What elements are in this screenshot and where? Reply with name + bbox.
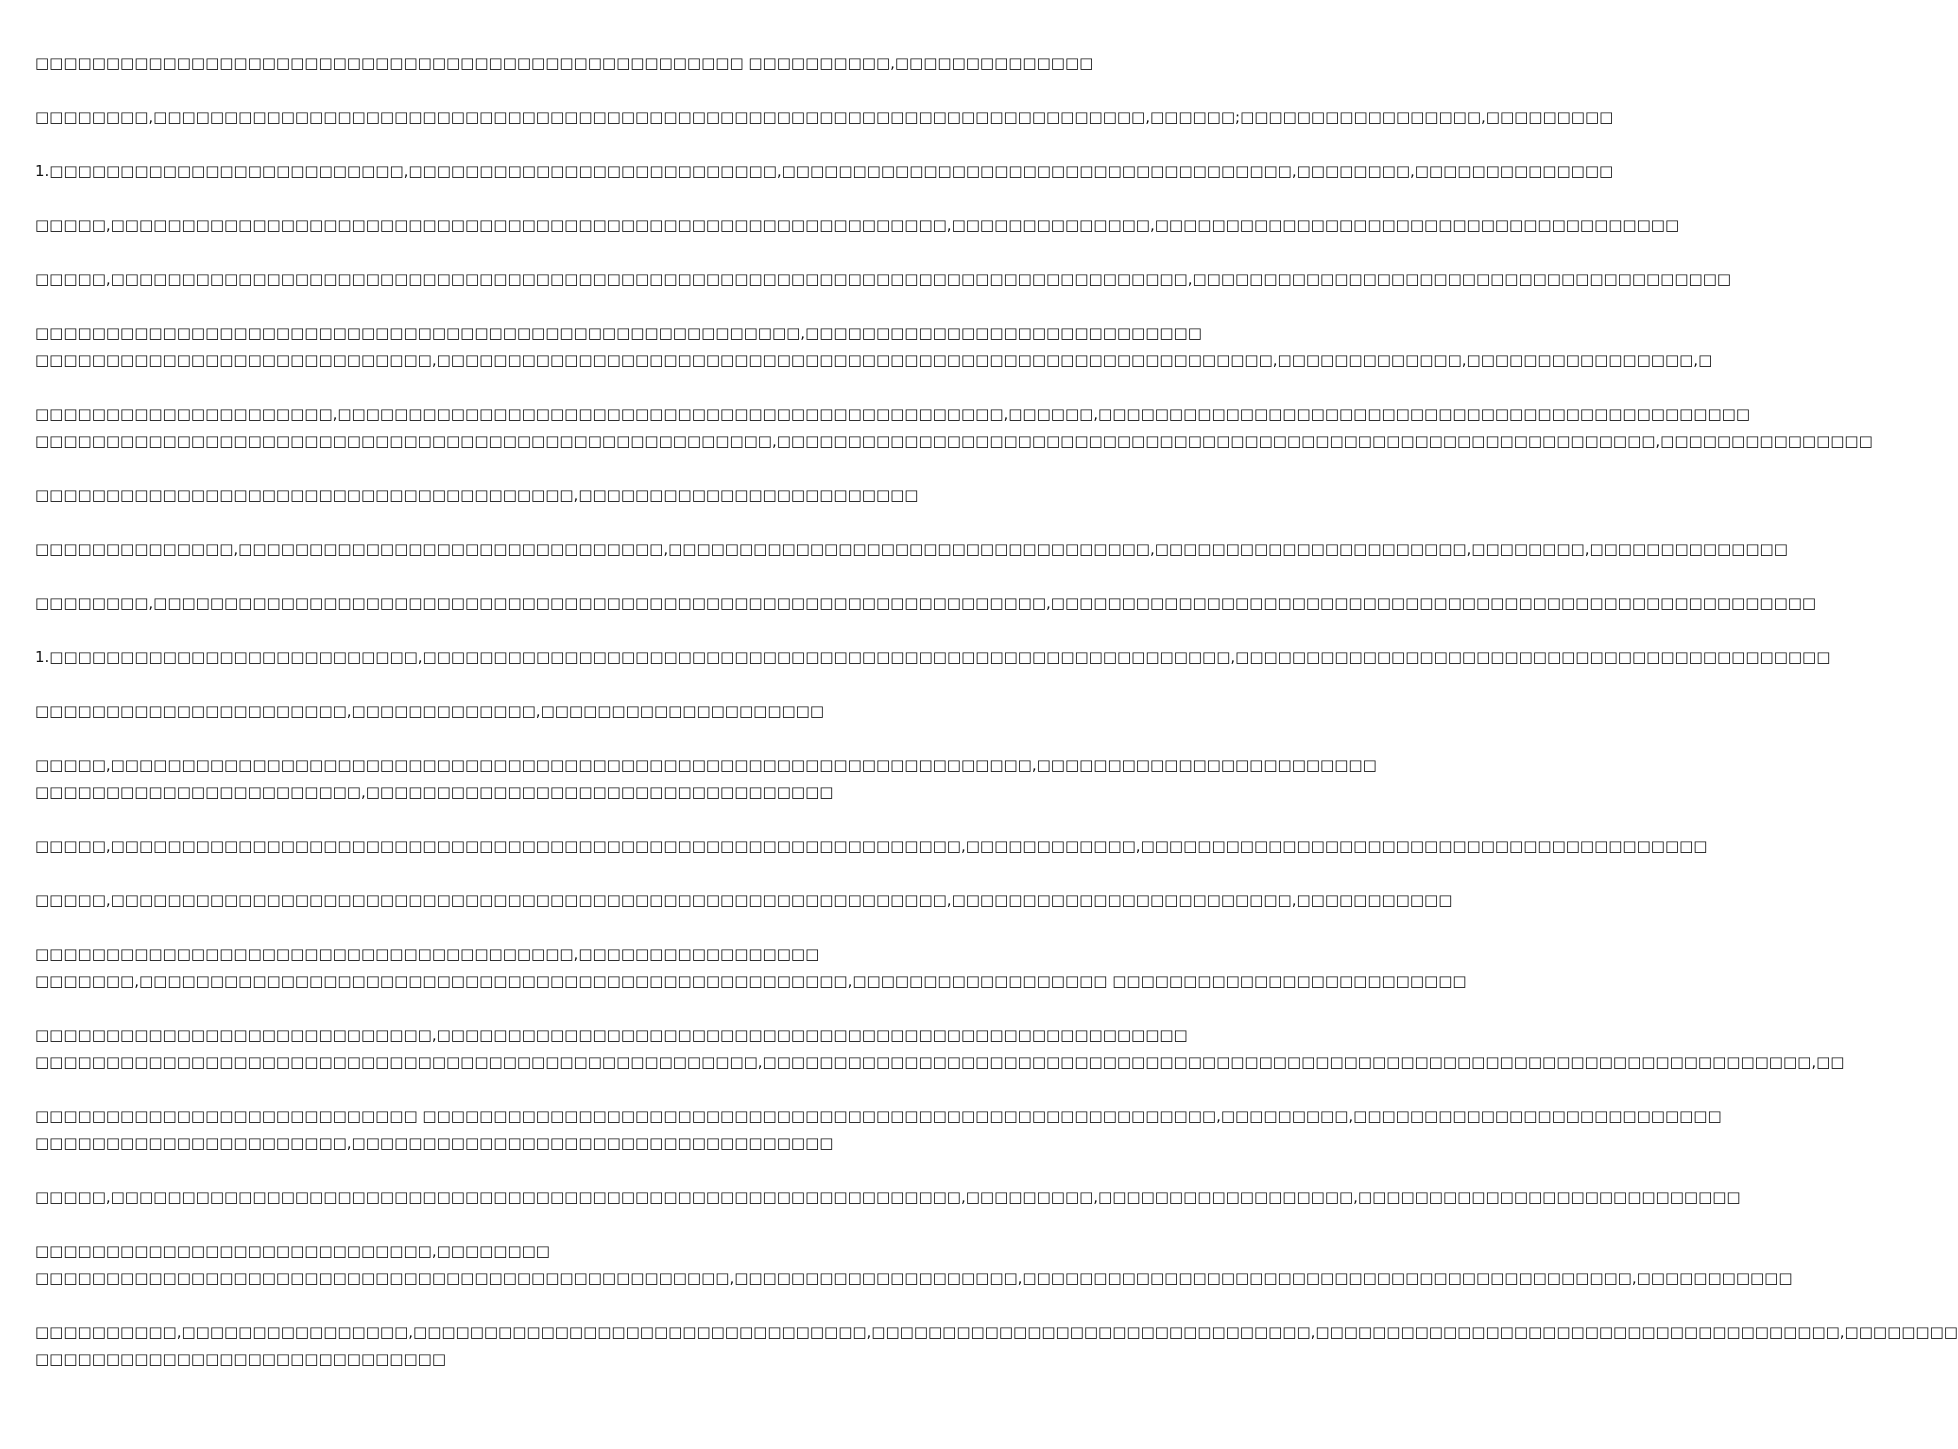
paragraph-line: □□□□□□□□□□□□□□□□□□□□□□□□□□□□□ (35, 1350, 446, 1368)
paragraph-line: □□□□□□□□□□□□□□,□□□□□□□□□□□□□□□□□□□□□□□□□□□□□□,□□□□□□□□□□□□□□□□□□□□□□□□□□□□□□□□□□,□□□□□□□□□□□□□□□□□□□□□□,□□□□□□□□,□□□□□□□□□□□□□□ (35, 540, 1788, 558)
paragraph (35, 887, 1453, 914)
paragraph-line: □□□□□□□□□□□□□□□□□□□□□□□□□□□□□□□□□□□□□□□□□□□□□□□□□□□□□□,□□□□□□□□□□□□□□□□□□□□□□□□□□□□ (35, 324, 1202, 342)
paragraph-line: □□□□□□□□□□□□□□□□□□□□□□□□□□□□□□□□□□□□□□□□□□□□□□□□□□□,□□□□□□□□□□□□□□□□□□□□□□□□□□□□□□□□□□□□□□□□□□□□□□□□□□□□□□□□□□□□□□□□□□□□□□□□□□,□□ (35, 1053, 1845, 1071)
paragraph (35, 536, 1788, 563)
paragraph-line: 1.□□□□□□□□□□□□□□□□□□□□□□□□□□,□□□□□□□□□□□□□□□□□□□□□□□□□□□□□□□□□□□□□□□□□□□□□□□□□□□□□□□□□,□□□□□□□□□□□□□□□□□□□□□□□□□□□□□□□□□□□□□□□□□□ (35, 648, 1831, 666)
paragraph-line: □□□□□,□□□□□□□□□□□□□□□□□□□□□□□□□□□□□□□□□□□□□□□□□□□□□□□□□□□□□□□□□□□□□□□□□□□□□□□□□□□□,□□□□□□□□□□□□□□□□□□□□□□□□□□□□□□□□□□□□□□ (35, 270, 1732, 288)
paragraph-line: □□□□□,□□□□□□□□□□□□□□□□□□□□□□□□□□□□□□□□□□□□□□□□□□□□□□□□□□□□□□□□□□□□,□□□□□□□□□□□□,□□□□□□□□□□□□□□□□□□□□□□□□□□□□□□□□□□□□□□□□ (35, 837, 1708, 855)
paragraph (35, 1184, 1741, 1211)
paragraph (35, 158, 1614, 185)
paragraph-line: □□□□□□□□□□□□□□□□□□□□□□□□□□□□,□□□□□□□□□□□□□□□□□□□□□□□□□□□□□□□□□□□□□□□□□□□□□□□□□□□□□□□□□□□,□□□□□□□□□□□□□,□□□□□□□□□□□□□□□□,□ (35, 351, 1713, 369)
document-body (35, 50, 1958, 1400)
paragraph (35, 1238, 1793, 1292)
paragraph (35, 320, 1713, 374)
paragraph-line: □□□□□□□□□□,□□□□□□□□□□□□□□□□,□□□□□□□□□□□□□□□□□□□□□□□□□□□□□□□□,□□□□□□□□□□□□□□□□□□□□□□□□□□□□□□□,□□□□□□□□□□□□□□□□□□□□□□□□□□□□□□□□□□□□□,□□□□□□□□ (35, 1323, 1958, 1341)
paragraph (35, 833, 1708, 860)
paragraph-line: □□□□□□□,□□□□□□□□□□□□□□□□□□□□□□□□□□□□□□□□□□□□□□□□□□□□□□□□□□,□□□□□□□□□□□□□□□□□□ □□□□□□□□□□□□□□□□□□□□□□□□□ (35, 972, 1467, 990)
paragraph (35, 266, 1732, 293)
paragraph (35, 401, 1873, 455)
paragraph-line: □□□□□□□□□□□□□□□□□□□□□□,□□□□□□□□□□□□□,□□□□□□□□□□□□□□□□□□□□ (35, 702, 825, 720)
paragraph (35, 482, 990, 509)
paragraph-line: □□□□□□□□□□□□□□□□□□□□□□,□□□□□□□□□□□□□□□□□□□□□□□□□□□□□□□□□□ (35, 1134, 834, 1152)
paragraph-line: 1.□□□□□□□□□□□□□□□□□□□□□□□□□,□□□□□□□□□□□□□□□□□□□□□□□□□□,□□□□□□□□□□□□□□□□□□□□□□□□□□□□□□□□□□□□,□□□□□□□□,□□□□□□□□□□□□□□ (35, 162, 1614, 180)
paragraph (35, 212, 1680, 239)
paragraph-line: □□□□□□□□□□□□□□□□□□□□□□□□□□□ □□□□□□□□□□□□□□□□□□□□□□□□□□□□□□□□□□□□□□□□□□□□□□□□□□□□□□□□,□□□□□□□□□,□□□□□□□□□□□□□□□□□□□□□□□□□□ (35, 1107, 1722, 1125)
paragraph-line: □□□□□□□□,□□□□□□□□□□□□□□□□□□□□□□□□□□□□□□□□□□□□□□□□□□□□□□□□□□□□□□□□□□□□□□□,□□□□□□□□□□□□□□□□□□□□□□□□□□□□□□□□□□□□□□□□□□□□□□□□□□□□□□ (35, 594, 1817, 612)
paragraph-line: □□□□□□□□□□□□□□□□□□□□□,□□□□□□□□□□□□□□□□□□□□□□□□□□□□□□□□□□□□□□□□□□□□□□□,□□□□□□,□□□□□□□□□□□□□□□□□□□□□□□□□□□□□□□□□□□□□□□□□□□□□□ (35, 405, 1750, 423)
paragraph-line: □□□□□□□□□□□□□□□□□□□□□□□□□□□□,□□□□□□□□ (35, 1242, 550, 1260)
paragraph-line: □□□□□□□□□□□□□□□□□□□□□□□□□□□□□□□□□□□□□□,□□□□□□□□□□□□□□□□□ (35, 945, 820, 963)
paragraph (35, 644, 1831, 671)
paragraph (35, 1022, 1845, 1076)
paragraph (35, 104, 1614, 131)
paragraph (35, 941, 1467, 995)
paragraph-line: □□□□□□□□,□□□□□□□□□□□□□□□□□□□□□□□□□□□□□□□□□□□□□□□□□□□□□□□□□□□□□□□□□□□□□□□□□□□□□□,□□□□□□;□□□□□□□□□□□□□□□□□,□□□□□□□□□ (35, 108, 1614, 126)
paragraph-line: □□□□□□□□□□□□□□□□□□□□□□□□□□□□,□□□□□□□□□□□□□□□□□□□□□□□□□□□□□□□□□□□□□□□□□□□□□□□□□□□□□ (35, 1026, 1188, 1044)
paragraph (35, 50, 1094, 77)
paragraph-line: □□□□□□□□□□□□□□□□□□□□□□□□□□□□□□□□□□□□□□□□□□□□□□□□□□ □□□□□□□□□□,□□□□□□□□□□□□□□ (35, 54, 1094, 72)
paragraph (35, 752, 1377, 806)
paragraph (35, 1103, 1722, 1157)
paragraph (35, 590, 1817, 617)
paragraph-line: □□□□□,□□□□□□□□□□□□□□□□□□□□□□□□□□□□□□□□□□□□□□□□□□□□□□□□□□□□□□□□□□□,□□□□□□□□□□□□□□□□□□□□□□□□,□□□□□□□□□□□ (35, 891, 1453, 909)
paragraph-line: □□□□□,□□□□□□□□□□□□□□□□□□□□□□□□□□□□□□□□□□□□□□□□□□□□□□□□□□□□□□□□□□□□□□□□□,□□□□□□□□□□□□□□□□□□□□□□□□ (35, 756, 1377, 774)
paragraph-line: □□□□□□□□□□□□□□□□□□□□□□□□□□□□□□□□□□□□□□□□□□□□□□□□□□□□,□□□□□□□□□□□□□□□□□□□□□□□□□□□□□□□□□□□□□□□□□□□□□□□□□□□□□□□□□□□□□□,□□□□□□□□□□□□□□□ (35, 432, 1873, 450)
paragraph (35, 698, 990, 725)
paragraph-line: □□□□□□□□□□□□□□□□□□□□□□□,□□□□□□□□□□□□□□□□□□□□□□□□□□□□□□□□□ (35, 783, 834, 801)
paragraph-line: □□□□□□□□□□□□□□□□□□□□□□□□□□□□□□□□□□□□□□,□□□□□□□□□□□□□□□□□□□□□□□□ (35, 486, 919, 504)
paragraph-line: □□□□□,□□□□□□□□□□□□□□□□□□□□□□□□□□□□□□□□□□□□□□□□□□□□□□□□□□□□□□□□□□□,□□□□□□□□□□□□□□,□□□□□□□□□□□□□□□□□□□□□□□□□□□□□□□□□□□□□ (35, 216, 1680, 234)
paragraph (35, 1319, 1958, 1373)
paragraph-line: □□□□□,□□□□□□□□□□□□□□□□□□□□□□□□□□□□□□□□□□□□□□□□□□□□□□□□□□□□□□□□□□□□,□□□□□□□□□,□□□□□□□□□□□□□□□□□□,□□□□□□□□□□□□□□□□□□□□□□□□□□□ (35, 1188, 1741, 1206)
paragraph-line: □□□□□□□□□□□□□□□□□□□□□□□□□□□□□□□□□□□□□□□□□□□□□□□□□,□□□□□□□□□□□□□□□□□□□□,□□□□□□□□□□□□□□□□□□□□□□□□□□□□□□□□□□□□□□□□□□□,□□□□□□□□□□□ (35, 1269, 1793, 1287)
